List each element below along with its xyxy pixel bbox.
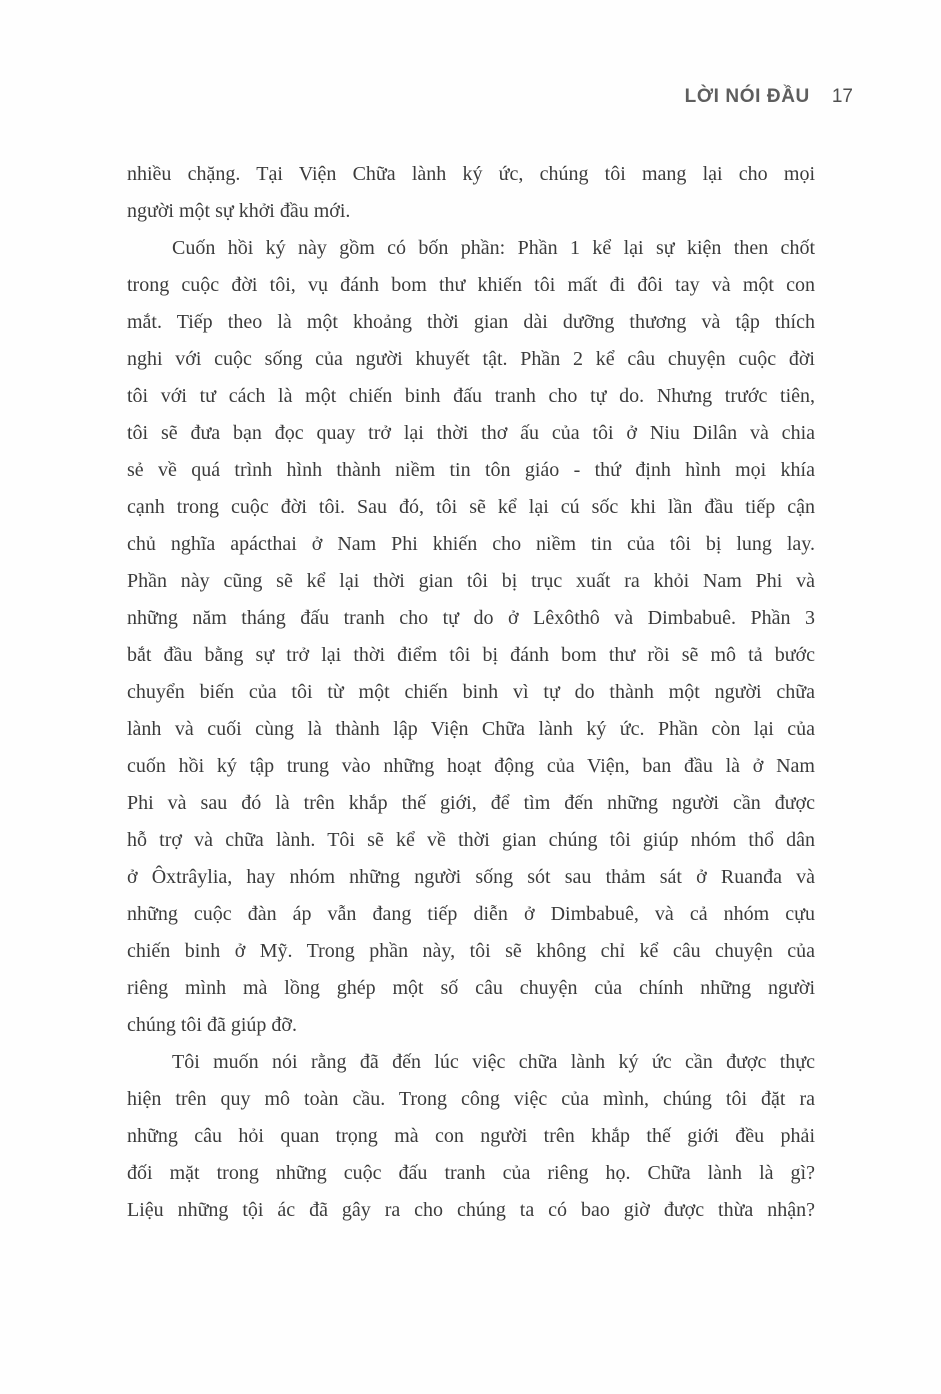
text-line: Cuốn hồi ký này gồm có bốn phần: Phần 1 kể lại sự kiện then chốt: [172, 237, 815, 259]
page-number: 17: [831, 86, 853, 107]
text-line: hỗ trợ và chữa lành. Tôi sẽ kể về thời gian chúng tôi giúp nhóm thổ dân: [127, 829, 815, 851]
text-line: tôi sẽ đưa bạn đọc quay trở lại thời thơ ấu của tôi ở Niu Dilân và chia: [127, 422, 815, 444]
body-text: [127, 156, 815, 1229]
text-line: sẻ về quá trình hình thành niềm tin tôn giáo - thứ định hình mọi khía: [127, 459, 815, 481]
text-line: những câu hỏi quan trọng mà con người trên khắp thế giới đều phải: [127, 1125, 815, 1147]
text-line: Phần này cũng sẽ kể lại thời gian tôi bị trục xuất ra khỏi Nam Phi và: [127, 570, 815, 592]
paragraph: [127, 156, 815, 230]
text-line: mắt. Tiếp theo là một khoảng thời gian dài dưỡng thương và tập thích: [127, 311, 815, 333]
text-line: hiện trên quy mô toàn cầu. Trong công việc của mình, chúng tôi đặt ra: [127, 1088, 815, 1110]
text-line: trong cuộc đời tôi, vụ đánh bom thư khiến tôi mất đi đôi tay và một con: [127, 274, 815, 296]
text-line: ở Ôxtrâylia, hay nhóm những người sống sót sau thảm sát ở Ruanđa và: [127, 866, 815, 888]
text-line: những cuộc đàn áp vẫn đang tiếp diễn ở Dimbabuê, và cả nhóm cựu: [127, 903, 815, 925]
text-line: cạnh trong cuộc đời tôi. Sau đó, tôi sẽ kể lại cú sốc khi lần đầu tiếp cận: [127, 496, 815, 518]
text-line: cuốn hồi ký tập trung vào những hoạt động của Viện, ban đầu là ở Nam: [127, 755, 815, 777]
text-line: đối mặt trong những cuộc đấu tranh của riêng họ. Chữa lành là gì?: [127, 1162, 815, 1184]
text-line: nhiều chặng. Tại Viện Chữa lành ký ức, chúng tôi mang lại cho mọi: [127, 163, 815, 185]
text-line: bắt đầu bằng sự trở lại thời điểm tôi bị đánh bom thư rồi sẽ mô tả bước: [127, 644, 815, 666]
running-header: [685, 86, 853, 108]
running-header-title: LỜI NÓI ĐẦU: [684, 86, 810, 107]
paragraph: [127, 230, 815, 1044]
text-line: lành và cuối cùng là thành lập Viện Chữa lành ký ức. Phần còn lại của: [127, 718, 815, 740]
text-line: Phi và sau đó là trên khắp thế giới, để tìm đến những người cần được: [127, 792, 815, 814]
text-line: chuyển biến của tôi từ một chiến binh vì tự do thành một người chữa: [127, 681, 815, 703]
text-line: người một sự khởi đầu mới.: [127, 200, 351, 222]
paragraph: [127, 1044, 815, 1229]
text-line: Liệu những tội ác đã gây ra cho chúng ta có bao giờ được thừa nhận?: [127, 1199, 815, 1221]
text-line: chúng tôi đã giúp đỡ.: [127, 1014, 297, 1036]
text-line: riêng mình mà lồng ghép một số câu chuyện của chính những người: [127, 977, 815, 999]
text-line: Tôi muốn nói rằng đã đến lúc việc chữa lành ký ức cần được thực: [172, 1051, 815, 1073]
text-line: chủ nghĩa apácthai ở Nam Phi khiến cho niềm tin của tôi bị lung lay.: [127, 533, 815, 555]
text-line: nghi với cuộc sống của người khuyết tật. Phần 2 kể câu chuyện cuộc đời: [127, 348, 815, 370]
text-line: tôi với tư cách là một chiến binh đấu tranh cho tự do. Nhưng trước tiên,: [127, 385, 815, 407]
text-line: chiến binh ở Mỹ. Trong phần này, tôi sẽ không chỉ kể câu chuyện của: [127, 940, 815, 962]
text-line: những năm tháng đấu tranh cho tự do ở Lêxôthô và Dimbabuê. Phần 3: [127, 607, 815, 629]
